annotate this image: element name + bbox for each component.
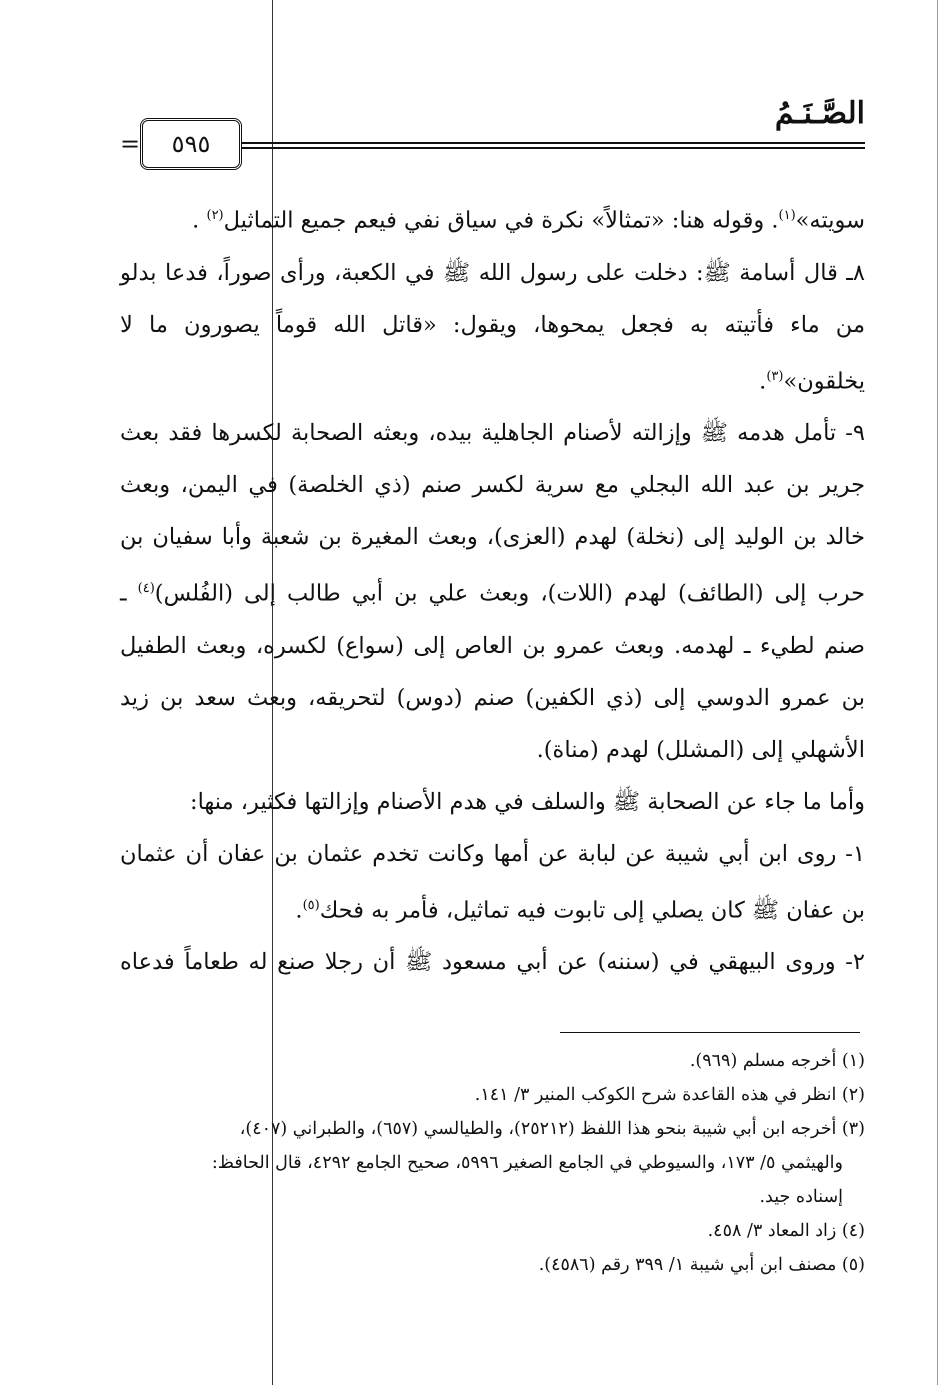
paragraph: ١- روى ابن أبي شيبة عن لبابة عن أمها وكانت تخدم عثمان بن عفان أن عثمان بن عفان ﷺ كان يصلي إلى تابوت فيه تماثيل، فأمر به فحك$^{(٥)}$. [120,840,865,923]
footnote-ref: (٢) [206,208,224,223]
page-edge-line [937,0,938,1385]
footnote: (١) أخرجه مسلم (٩٦٩). [689,1051,865,1071]
footnotes [120,1044,865,1282]
footnote-ref: (١) [778,208,796,223]
footnote: (٢) انظر في هذه القاعدة شرح الكوكب المنير ٣/ ١٤١. [474,1085,865,1105]
footnote-ref: (٣) [766,368,784,384]
page-number-box [140,118,242,170]
header-rule [228,147,865,149]
header-ornament: = [120,130,141,158]
paragraph: ٩- تأمل هدمه ﷺ وإزالته لأصنام الجاهلية بيده، وبعثه الصحابة لكسرها فقد بعث جرير بن عبد الله البجلي مع سرية لكسر صنم (ذي الخلصة) في اليمن، وبعث خالد بن الوليد إلى (نخلة) لهدم (العزى)، وبعث المغيرة بن شعبة وأبا سفيان بن حرب إلى (الطائف) لهدم (اللات)، وبعث علي بن أبي طالب إلى (الفُلس)$^{(٤)}$ ـ صنم لطيء ـ لهدمه. وبعث عمرو بن العاص إلى (سواع) لكسره، وبعث الطفيل بن عمرو الدوسي إلى (ذي الكفين) صنم (دوس) لتحريقه، وبعث سعد بن زيد الأشهلي إلى (المشلل) لهدم (مناة). [120,420,865,763]
paragraph: وأما ما جاء عن الصحابة ﷺ والسلف في هدم الأصنام وإزالتها فكثير، منها: [189,788,865,815]
footnote-ref: (٥) [302,897,320,913]
footnote: (٤) زاد المعاد ٣/ ٤٥٨. [707,1221,865,1241]
footnote-ref: (٤) [137,581,155,596]
header-rule [228,142,865,144]
paragraph: ٨ـ قال أسامة ﷺ: دخلت على رسول الله ﷺ في الكعبة، ورأى صوراً، فدعا بدلو من ماء فأتيته به فجعل يمحوها، ويقول: «قاتل الله قوماً يصورون ما لا يخلقون»$^{(٣)}$. [120,259,865,394]
footnote: والهيثمي ٥/ ١٧٣، والسيوطي في الجامع الصغير ٥٩٩٦، صحيح الجامع ٤٢٩٢، قال الحافظ: [211,1153,843,1173]
footnote: (٥) مصنف ابن أبي شيبة ١/ ٣٩٩ رقم (٤٥٨٦). [538,1255,865,1275]
paragraph: سويته»$^{(١)}$. وقوله هنا: «تمثالاً» نكرة في سياق نفي فيعم جميع التماثيل$^{(٢)}$ . [192,207,865,234]
body-text [120,190,865,988]
page-header [120,92,865,172]
footnote: إسناده جيد. [759,1187,843,1207]
footnote: (٣) أخرجه ابن أبي شيبة بنحو هذا اللفظ (٢٥٢١٢)، والطيالسي (٦٥٧)، والطبراني (٤٠٧)، [239,1119,865,1139]
footnote-separator [560,1032,860,1033]
running-title: الصَّـنَـمُ [774,96,865,131]
page-number: ٥٩٥ [171,130,211,158]
paragraph: ٢- وروى البيهقي في (سننه) عن أبي مسعود ﷺ أن رجلا صنع له طعاماً فدعاه [120,949,865,975]
